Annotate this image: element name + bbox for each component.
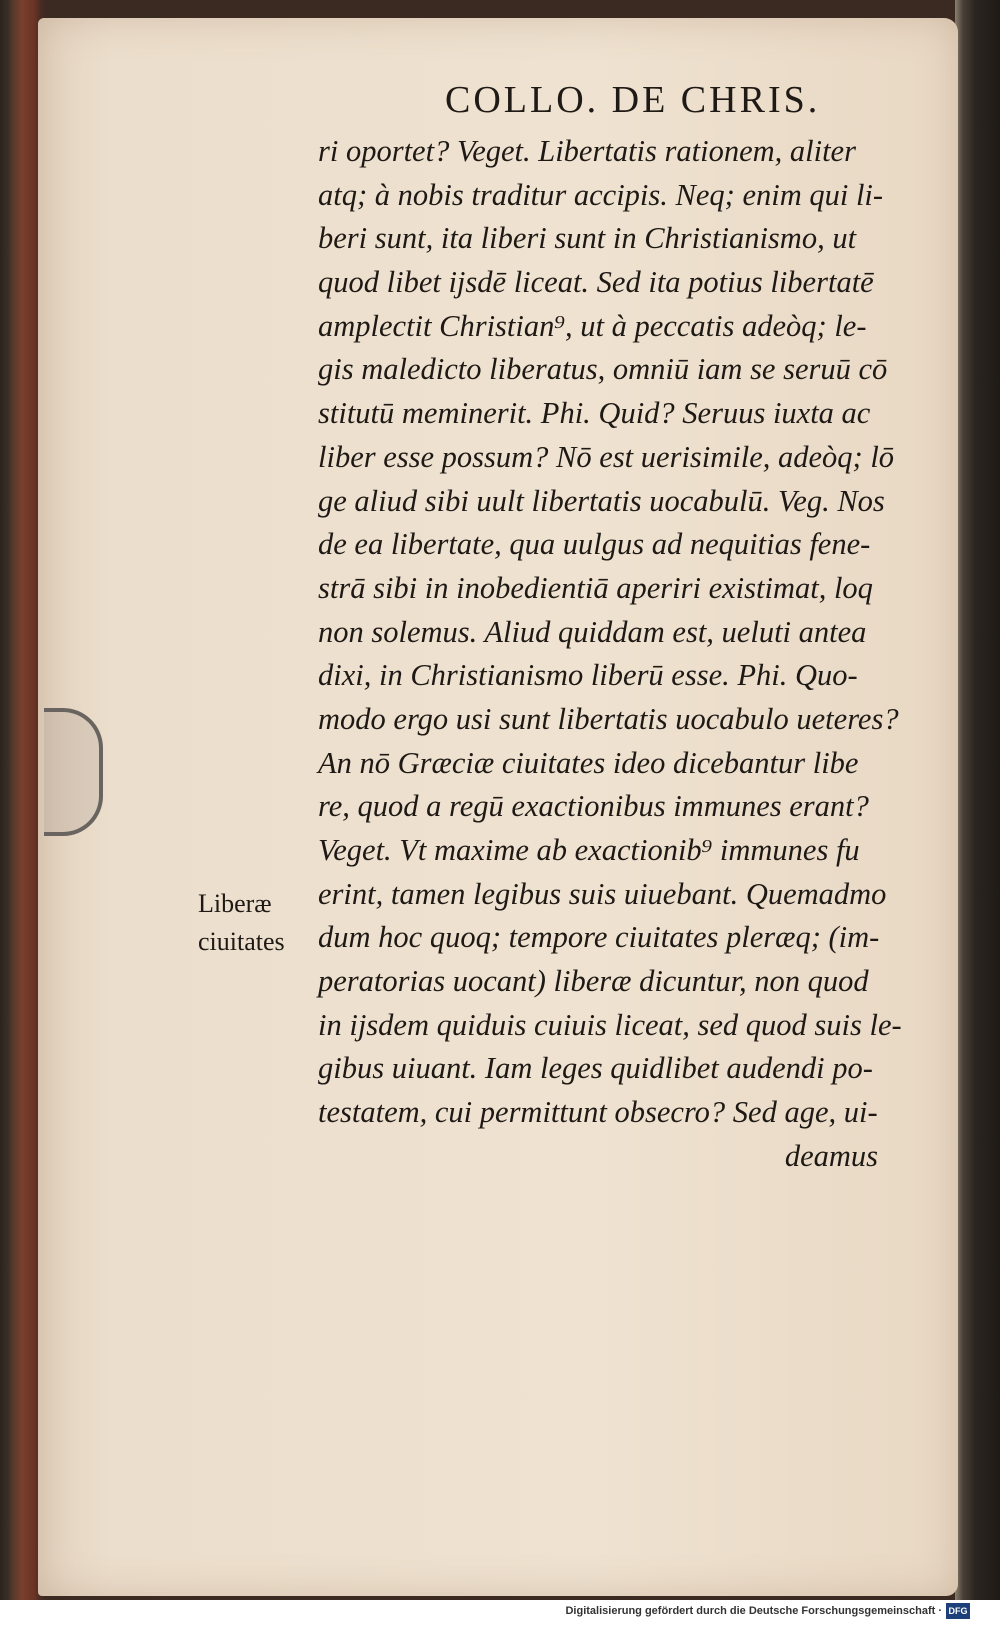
text-line: ge aliud sibi uult libertatis uocabulū. Veg. Nos	[318, 483, 885, 518]
marginal-note	[198, 885, 318, 961]
text-line: erint, tamen legibus suis uiuebant. Quemadmo	[318, 876, 887, 911]
text-line: Veget. Vt maxime ab exactionib⁹ immunes fu	[318, 833, 860, 867]
text-line: gibus uiuant. Iam leges quidlibet audendi po-	[318, 1051, 873, 1086]
text-line: in ijsdem quiduis cuiuis liceat, sed quod suis le-	[318, 1007, 902, 1042]
text-line: gis maledicto liberatus, omniū iam se seruū cō	[318, 352, 888, 387]
marginal-note-line: ciuitates	[198, 927, 285, 956]
text-line: atq; à nobis traditur accipis. Neq; enim qui li-	[318, 177, 884, 212]
marginal-note-line: Liberæ	[198, 889, 272, 918]
text-line: stitutū meminerit. Phi. Quid? Seruus iuxta ac	[318, 396, 871, 431]
text-line: amplectit Christian⁹, ut à peccatis adeòq; le-	[318, 308, 867, 343]
text-line: de ea libertate, qua uulgus ad nequitias fene-	[318, 527, 871, 562]
text-line: non solemus. Aliud quiddam est, ueluti antea	[318, 614, 867, 649]
text-line: quod libet ijsdē liceat. Sed ita potius libertatē	[318, 265, 874, 300]
binding-edge-right	[955, 0, 1000, 1600]
text-line: dixi, in Christianismo liberū esse. Phi. Quo-	[318, 658, 858, 693]
catchword: deamus	[784, 1138, 878, 1173]
text-line: liber esse possum? Nō est uerisimile, adeòq; lō	[318, 439, 895, 474]
text-line: re, quod a regū exactionibus immunes erant?	[318, 789, 869, 824]
dfg-logo: DFG	[946, 1603, 970, 1619]
text-line: peratorias uocant) liberæ dicuntur, non quod	[318, 964, 869, 999]
text-line: An nō Græciæ ciuitates ideo dicebantur libe	[318, 745, 859, 780]
text-line: modo ergo usi sunt libertatis uocabulo ueteres?	[318, 701, 899, 736]
digitization-footer	[0, 1600, 1000, 1627]
running-head: COLLO. DE CHRIS.	[445, 79, 821, 121]
footer-credit: Digitalisierung gefördert durch die Deutsche Forschungsgemeinschaft ·	[565, 1605, 942, 1617]
body-text	[318, 130, 918, 1179]
text-line: beri sunt, ita liberi sunt in Christianismo, ut	[318, 221, 857, 256]
text-line: dum hoc quoq; tempore ciuitates pleræq; (im-	[318, 920, 880, 955]
text-line: strā sibi in inobedientiā aperiri existimat, loq	[318, 570, 873, 605]
page-clip	[44, 708, 103, 836]
text-line: testatem, cui permittunt obsecro? Sed age, ui-	[318, 1095, 878, 1130]
text-line: ri oportet? Veget. Libertatis rationem, aliter	[318, 134, 856, 168]
